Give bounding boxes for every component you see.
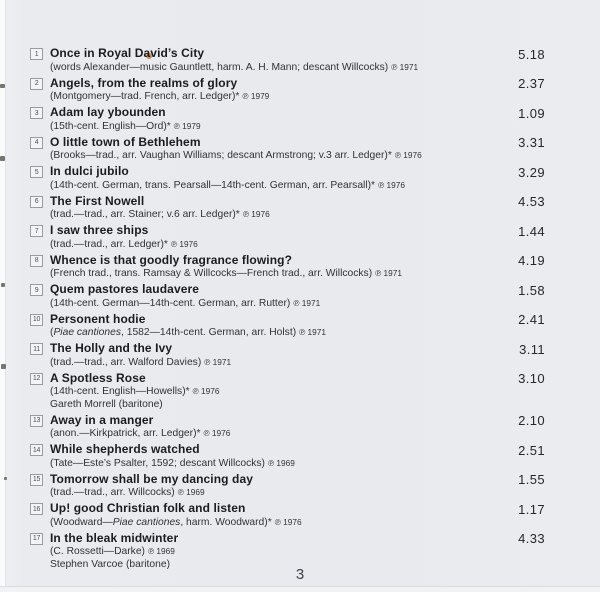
track-credit-text: , 1582—14th-cent. German, arr. Holst) xyxy=(121,327,297,338)
track-credit-italic: Piae cantiones xyxy=(112,516,181,528)
track-credit xyxy=(50,427,500,441)
track-title: A Spotless Rose xyxy=(50,370,146,385)
track-title-line xyxy=(50,194,500,209)
track-title-line xyxy=(50,442,500,457)
track-number-box xyxy=(30,166,43,178)
track-number: 4 xyxy=(34,139,39,146)
track-number: 5 xyxy=(34,168,39,176)
track-duration: 1.17 xyxy=(518,501,545,517)
track-row xyxy=(30,371,600,412)
track-credit xyxy=(50,208,500,222)
track-duration: 1.55 xyxy=(518,472,545,487)
track-title-line xyxy=(50,501,500,516)
track-number-box xyxy=(30,137,43,149)
track-row xyxy=(30,312,600,340)
track-credit-italic: Piae cantiones xyxy=(53,327,121,338)
track-credit xyxy=(50,326,500,340)
phonogram-year: ℗ 1969 xyxy=(177,487,205,497)
track-duration: 2.51 xyxy=(518,442,545,458)
track-title: Up! good Christian folk and listen xyxy=(50,501,246,515)
track-credit xyxy=(50,90,500,104)
track-credit xyxy=(50,267,500,281)
page-number: 3 xyxy=(295,566,305,583)
track-row xyxy=(30,76,600,104)
track-credit xyxy=(50,385,500,399)
track-number: 17 xyxy=(32,535,41,542)
track-title: The Holly and the Ivy xyxy=(50,341,173,355)
track-title-line xyxy=(50,531,500,546)
track-title-line xyxy=(50,341,500,356)
track-title-line xyxy=(50,413,500,428)
track-number: 12 xyxy=(32,375,41,382)
track-row xyxy=(30,501,600,529)
track-row xyxy=(30,341,600,369)
track-row xyxy=(30,442,600,470)
track-duration: 2.10 xyxy=(518,413,545,428)
track-main xyxy=(50,341,600,369)
track-row xyxy=(30,282,600,310)
track-credit-text: (French trad., trans. Ramsay & Willcocks—French trad., arr. Willcocks) xyxy=(50,268,373,279)
phonogram-year: ℗ 1976 xyxy=(274,516,302,527)
track-credit xyxy=(50,516,500,530)
track-credit-text: (14th-cent. German, trans. Pearsall—14th-cent. German, arr. Pearsall)* xyxy=(50,179,376,191)
track-number-box xyxy=(30,373,43,385)
track-performer: Stephen Varcoe (baritone) xyxy=(50,558,171,570)
track-credit-text: (14th-cent. German—14th-cent. German, arr. Rutter) xyxy=(50,297,291,309)
track-number: 6 xyxy=(34,198,39,205)
track-number: 13 xyxy=(32,417,41,424)
track-duration: 2.41 xyxy=(518,312,545,327)
track-credit xyxy=(50,179,500,193)
track-duration: 3.31 xyxy=(518,135,545,150)
track-number-box xyxy=(30,196,43,208)
track-credit xyxy=(50,238,500,252)
track-row xyxy=(30,194,600,222)
phonogram-year: ℗ 1969 xyxy=(147,546,175,556)
phonogram-year: ℗ 1976 xyxy=(378,179,405,190)
track-title-line xyxy=(50,105,500,120)
phonogram-year: ℗ 1976 xyxy=(242,209,270,219)
track-credit xyxy=(50,457,500,471)
track-row xyxy=(30,531,600,572)
track-credit-text: (C. Rossetti—Darke) xyxy=(50,546,145,557)
phonogram-year: ℗ 1971 xyxy=(299,327,327,337)
track-title: While shepherds watched xyxy=(50,442,200,456)
track-row xyxy=(30,135,600,163)
track-credit-text: ( xyxy=(50,327,54,338)
track-number-box xyxy=(30,107,43,119)
track-number-box xyxy=(30,255,43,267)
track-number: 2 xyxy=(34,80,39,87)
track-title-line xyxy=(50,164,500,179)
track-credit xyxy=(50,486,500,500)
track-title: Away in a manger xyxy=(50,412,154,427)
track-credit-text: (15th-cent. English—Ord)* xyxy=(50,120,171,132)
track-title: Once in Royal David’s City xyxy=(50,46,205,60)
track-credit xyxy=(50,120,500,134)
track-number-box xyxy=(30,48,43,60)
track-number-box xyxy=(30,444,43,456)
track-title: Whence is that goodly fragrance flowing? xyxy=(50,252,293,267)
track-number-box xyxy=(30,533,43,545)
track-number-box xyxy=(30,415,43,427)
track-number: 8 xyxy=(34,257,39,264)
track-row xyxy=(30,413,600,441)
phonogram-year: ℗ 1971 xyxy=(204,356,232,367)
track-performer: Gareth Morrell (baritone) xyxy=(50,398,163,410)
track-title: Personent hodie xyxy=(50,311,146,326)
phonogram-year: ℗ 1971 xyxy=(375,268,403,278)
track-row xyxy=(30,46,600,74)
track-duration: 3.10 xyxy=(518,371,545,386)
phonogram-year: ℗ 1969 xyxy=(268,457,295,468)
track-number: 7 xyxy=(34,227,39,235)
track-title: In dulci jubilo xyxy=(50,164,129,178)
track-number-box xyxy=(30,343,43,355)
track-credit-text: (Tate—Este’s Psalter, 1592; descant Willcocks) xyxy=(50,457,265,469)
track-credit-text: (trad.—trad., arr. Stainer; v.6 arr. Ledger)* xyxy=(50,209,240,220)
phonogram-year: ℗ 1979 xyxy=(242,91,270,101)
track-title: The First Nowell xyxy=(50,193,145,208)
track-duration: 5.18 xyxy=(518,46,545,62)
track-title: Quem pastores laudavere xyxy=(50,282,200,296)
track-number: 11 xyxy=(33,345,40,353)
track-number-box xyxy=(30,284,43,296)
track-title: Adam lay ybounden xyxy=(50,105,166,119)
track-title: I saw three ships xyxy=(50,223,149,237)
track-title-line xyxy=(50,371,500,386)
phonogram-year: ℗ 1976 xyxy=(170,238,198,249)
track-number-box xyxy=(30,474,43,486)
track-row xyxy=(30,223,600,251)
track-title: Angels, from the realms of glory xyxy=(50,75,238,90)
track-number-box xyxy=(30,225,43,237)
track-number-box xyxy=(30,503,43,515)
track-credit-text: (trad.—trad., arr. Walford Davies) xyxy=(50,356,202,368)
track-duration: 1.58 xyxy=(518,282,545,298)
track-title-line xyxy=(50,312,500,327)
track-duration: 3.11 xyxy=(519,341,545,357)
track-row xyxy=(30,253,600,281)
track-number: 1 xyxy=(34,50,39,58)
phonogram-year: ℗ 1976 xyxy=(192,386,220,396)
track-title: In the bleak midwinter xyxy=(50,530,179,545)
track-credit-text: (trad.—trad., arr. Willcocks) xyxy=(50,487,175,498)
phonogram-year: ℗ 1976 xyxy=(394,150,422,160)
track-credit xyxy=(50,61,500,75)
track-credit-text: (words Alexander—music Gauntlett, harm. A. H. Mann; descant Willcocks) xyxy=(50,61,389,73)
track-duration: 1.44 xyxy=(518,223,545,239)
track-credit xyxy=(50,545,500,559)
track-duration: 1.09 xyxy=(518,105,545,121)
track-duration: 4.19 xyxy=(518,253,545,268)
phonogram-year: ℗ 1971 xyxy=(391,61,419,72)
track-title-line xyxy=(50,76,500,91)
track-title-line xyxy=(50,253,500,268)
track-credit-text: (trad.—trad., arr. Ledger)* xyxy=(50,238,168,250)
track-credit-text: (Montgomery—trad. French, arr. Ledger)* xyxy=(50,91,240,102)
track-title: Tomorrow shall be my dancing day xyxy=(50,471,254,486)
track-credit-text: , harm. Woodward)* xyxy=(180,516,272,528)
track-number: 9 xyxy=(34,286,39,294)
track-credit xyxy=(50,149,500,163)
track-credit-text: (Brooks—trad., arr. Vaughan Williams; descant Armstrong; v.3 arr. Ledger)* xyxy=(50,150,392,161)
track-number-box xyxy=(30,314,43,326)
track-title-line xyxy=(50,282,500,297)
track-credit xyxy=(50,356,500,370)
track-duration: 4.33 xyxy=(518,531,545,546)
track-number-box xyxy=(30,78,43,90)
phonogram-year: ℗ 1976 xyxy=(203,428,231,438)
phonogram-year: ℗ 1971 xyxy=(293,297,321,308)
track-duration: 3.29 xyxy=(518,164,545,180)
track-row xyxy=(30,164,600,192)
track-title: O little town of Bethlehem xyxy=(50,134,201,149)
track-title-line xyxy=(50,46,500,61)
track-title-line xyxy=(50,135,500,150)
page-bottom-edge xyxy=(0,586,600,592)
track-duration: 4.53 xyxy=(518,194,545,209)
track-credit-text: (Woodward— xyxy=(50,516,113,528)
phonogram-year: ℗ 1979 xyxy=(173,120,201,131)
track-duration: 2.37 xyxy=(518,76,545,91)
track-number: 16 xyxy=(32,505,41,513)
track-credit xyxy=(50,297,500,311)
track-number: 3 xyxy=(34,109,39,117)
track-number: 14 xyxy=(32,446,41,454)
track-credit-text: (14th-cent. English—Howells)* xyxy=(50,386,190,397)
track-number: 10 xyxy=(32,316,41,323)
track-number: 15 xyxy=(32,476,41,483)
track-row xyxy=(30,105,600,133)
track-credit-text: (anon.—Kirkpatrick, arr. Ledger)* xyxy=(50,428,201,439)
track-row xyxy=(30,472,600,500)
track-title-line xyxy=(50,472,500,487)
track-title-line xyxy=(50,223,500,238)
